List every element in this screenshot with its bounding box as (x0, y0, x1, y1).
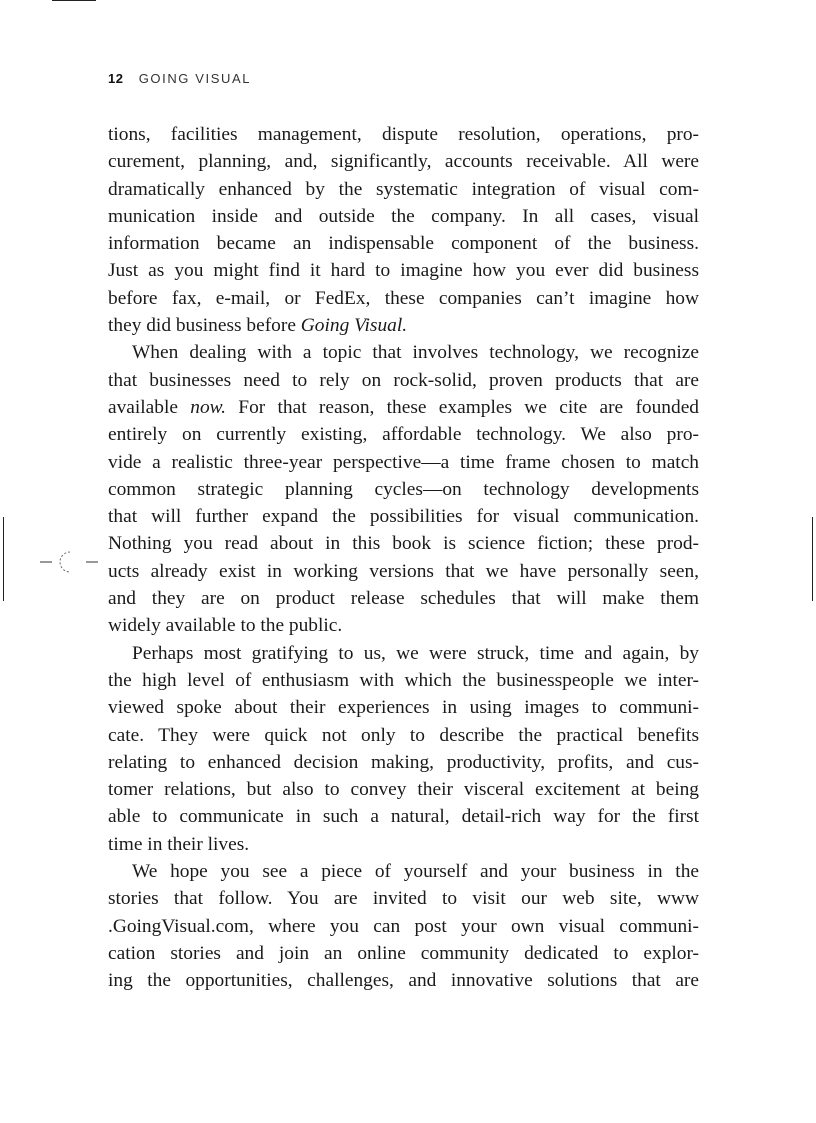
text-span: We hope you see a piece of yourself and your business in the (132, 861, 699, 883)
text-span: widely available to the public. (108, 615, 343, 637)
text-span: Nothing you read about in this book is science fiction; these prod- (108, 533, 699, 555)
text-line (108, 312, 699, 339)
text-span: they did business before (108, 315, 301, 337)
text-line (108, 967, 699, 994)
text-line (108, 339, 699, 366)
text-line (108, 803, 699, 830)
text-line (108, 913, 699, 940)
text-span: cate. They were quick not only to describe the practical benefits (108, 724, 699, 746)
text-span: able to communicate in such a natural, detail-rich way for the first (108, 806, 699, 828)
text-line (108, 585, 699, 612)
text-line (108, 503, 699, 530)
text-span: and they are on product release schedules that will make them (108, 588, 699, 610)
text-line (108, 530, 699, 557)
text-span: viewed spoke about their experiences in using images to communi- (108, 697, 699, 719)
text-span: entirely on currently existing, affordable technology. We also pro- (108, 424, 699, 446)
body-text (108, 121, 699, 995)
text-span: For that reason, these examples we cite are founded (226, 396, 699, 418)
text-line (108, 367, 699, 394)
text-span: munication inside and outside the company. In all cases, visual (108, 205, 699, 227)
text-span: tomer relations, but also to convey their visceral excitement at being (108, 779, 699, 801)
text-line (108, 285, 699, 312)
running-head (108, 71, 251, 86)
text-line (108, 749, 699, 776)
text-line (108, 831, 699, 858)
italic-text: Going Visual. (300, 315, 408, 337)
text-line (108, 722, 699, 749)
text-line (108, 476, 699, 503)
italic-text: now. (190, 396, 227, 418)
text-span: .GoingVisual.com, where you can post your own visual communi- (108, 915, 699, 937)
text-line (108, 230, 699, 257)
text-line (108, 885, 699, 912)
text-span: relating to enhanced decision making, productivity, profits, and cus- (108, 751, 699, 773)
text-span: the high level of enthusiasm with which the businesspeople we inter- (108, 669, 699, 691)
text-span: common strategic planning cycles—on technology developments (108, 478, 699, 500)
text-line (108, 640, 699, 667)
text-span: stories that follow. You are invited to visit our web site, www (108, 888, 699, 910)
crop-mark-right (812, 517, 813, 601)
crop-mark-left (3, 517, 4, 601)
text-line (108, 148, 699, 175)
text-span: cation stories and join an online community dedicated to explor- (108, 942, 699, 964)
text-span: curement, planning, and, significantly, accounts receivable. All were (108, 151, 699, 173)
text-span: information became an indispensable component of the business. (108, 233, 699, 255)
text-span: Just as you might find it hard to imagine how you ever did business (108, 260, 699, 282)
text-line (108, 203, 699, 230)
text-line (108, 612, 699, 639)
text-span: When dealing with a topic that involves technology, we recognize (132, 342, 699, 364)
text-span: ing the opportunities, challenges, and innovative solutions that are (108, 970, 699, 992)
text-line (108, 940, 699, 967)
text-line (108, 257, 699, 284)
page-number: 12 (108, 71, 124, 86)
registration-mark-icon (40, 547, 100, 577)
text-span: dramatically enhanced by the systematic integration of visual com- (108, 178, 699, 200)
text-line (108, 176, 699, 203)
text-line (108, 421, 699, 448)
text-span: that businesses need to rely on rock-solid, proven products that are (108, 369, 699, 391)
text-span: vide a realistic three-year perspective—a time frame chosen to match (108, 451, 699, 473)
text-span: Perhaps most gratifying to us, we were struck, time and again, by (132, 642, 699, 664)
text-line (108, 121, 699, 148)
text-span: ucts already exist in working versions that we have personally seen, (108, 560, 699, 582)
text-line (108, 858, 699, 885)
text-line (108, 449, 699, 476)
text-line (108, 694, 699, 721)
text-span: that will further expand the possibilities for visual communication. (108, 506, 699, 528)
text-line (108, 667, 699, 694)
text-line (108, 394, 699, 421)
text-span: time in their lives. (108, 833, 250, 855)
text-span: before fax, e-mail, or FedEx, these companies can’t imagine how (108, 287, 699, 309)
text-span: available (108, 396, 191, 418)
text-line (108, 558, 699, 585)
running-head-title: GOING VISUAL (138, 71, 252, 86)
text-line (108, 776, 699, 803)
text-span: tions, facilities management, dispute resolution, operations, pro- (108, 124, 699, 145)
crop-mark-top (52, 0, 96, 1)
